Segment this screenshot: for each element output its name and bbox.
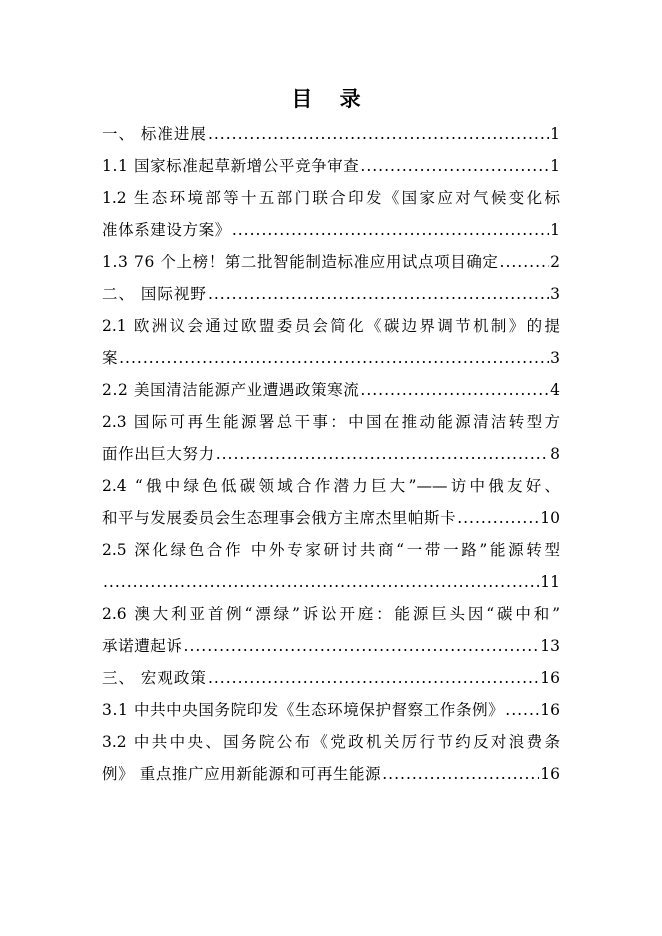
toc-entry-text: 2.2 美国清洁能源产业遭遇政策寒流 xyxy=(102,381,360,399)
toc-page-number: 8 xyxy=(550,445,560,463)
toc-entry[interactable] xyxy=(102,598,560,662)
toc-entry[interactable] xyxy=(102,470,560,534)
toc-leader-dots xyxy=(208,278,549,310)
toc-entry[interactable] xyxy=(102,246,560,278)
toc-leader-dots xyxy=(360,374,549,406)
toc-page-number: 1 xyxy=(550,157,560,175)
toc-leader-dots xyxy=(119,342,549,374)
toc-entry-text: 2.6 澳大利亚首例“漂绿”诉讼开庭：能源巨头因“碳中和” xyxy=(102,605,560,623)
toc-page-number: 3 xyxy=(550,349,560,367)
toc-entry-text: 一、 标准进展 xyxy=(102,125,207,143)
toc-entry-text: 2.3 国际可再生能源署总干事：中国在推动能源清洁转型方 xyxy=(102,413,560,431)
toc-entry-text: 1.1 国家标准起草新增公平竞争审查 xyxy=(102,157,360,175)
toc-entry-text: 例》 重点推广应用新能源和可再生能源 xyxy=(102,765,382,783)
toc-entry[interactable] xyxy=(102,118,560,150)
toc-leader-dots xyxy=(208,118,549,150)
toc-page-number: 3 xyxy=(550,285,560,303)
toc-entry-text: 1.3 76 个上榜！第二批智能制造标准应用试点项目确定 xyxy=(102,253,499,271)
toc-entry[interactable] xyxy=(102,534,560,598)
toc-entry[interactable] xyxy=(102,182,560,246)
toc-entry[interactable] xyxy=(102,374,560,406)
toc-page-number: 10 xyxy=(540,509,560,527)
toc-entry[interactable] xyxy=(102,662,560,694)
toc-entry[interactable] xyxy=(102,278,560,310)
toc-page-number: 1 xyxy=(550,221,560,239)
toc-entry-text: 准体系建设方案》 xyxy=(102,221,231,239)
toc-leader-dots xyxy=(360,150,549,182)
toc-leader-dots xyxy=(184,630,540,662)
toc-entry-text: 二、 国际视野 xyxy=(102,285,207,303)
toc-entry[interactable] xyxy=(102,150,560,182)
toc-entry-text: 面作出巨大努力 xyxy=(102,445,215,463)
toc-entry[interactable] xyxy=(102,406,560,470)
toc-entry[interactable] xyxy=(102,694,560,726)
toc-entry-text: 3.2 中共中央、国务院公布《党政机关厉行节约反对浪费条 xyxy=(102,733,560,751)
toc-page-number: 16 xyxy=(540,669,560,687)
toc-entry[interactable] xyxy=(102,726,560,790)
toc-page-number: 2 xyxy=(550,253,560,271)
toc-page-number: 13 xyxy=(540,637,560,655)
toc-entry[interactable] xyxy=(102,310,560,374)
toc-entry-text: 1.2 生态环境部等十五部门联合印发《国家应对气候变化标 xyxy=(102,189,560,207)
toc-page-number: 16 xyxy=(540,765,560,783)
toc-entry-text: 2.5 深化绿色合作 中外专家研讨共商“一带一路”能源转型 xyxy=(102,541,560,559)
toc-page-number: 4 xyxy=(550,381,560,399)
toc-leader-dots xyxy=(103,566,539,598)
toc-entry-text: 和平与发展委员会生态理事会俄方主席杰里帕斯卡 xyxy=(102,509,457,527)
toc-leader-dots xyxy=(505,694,539,726)
toc-leader-dots xyxy=(382,758,539,790)
toc-page-number: 16 xyxy=(540,701,560,719)
toc-entry-text: 三、 宏观政策 xyxy=(102,669,207,687)
toc-entry-text: 2.4 “俄中绿色低碳领域合作潜力巨大”——访中俄友好、 xyxy=(102,477,560,495)
toc-entry-text: 承诺遭起诉 xyxy=(102,637,183,655)
toc-page-number: 11 xyxy=(540,573,560,591)
table-of-contents xyxy=(102,118,560,790)
toc-entry-text: 案 xyxy=(102,349,119,367)
toc-leader-dots xyxy=(500,246,550,278)
toc-entry-text: 3.1 中共中央国务院印发《生态环境保护督察工作条例》 xyxy=(102,701,505,719)
toc-page-number: 1 xyxy=(550,125,560,143)
toc-leader-dots xyxy=(208,662,539,694)
toc-leader-dots xyxy=(457,502,539,534)
toc-leader-dots xyxy=(232,214,549,246)
page-title: 目 录 xyxy=(291,86,371,111)
toc-leader-dots xyxy=(216,438,549,470)
toc-entry-text: 2.1 欧洲议会通过欧盟委员会简化《碳边界调节机制》的提 xyxy=(102,317,560,335)
